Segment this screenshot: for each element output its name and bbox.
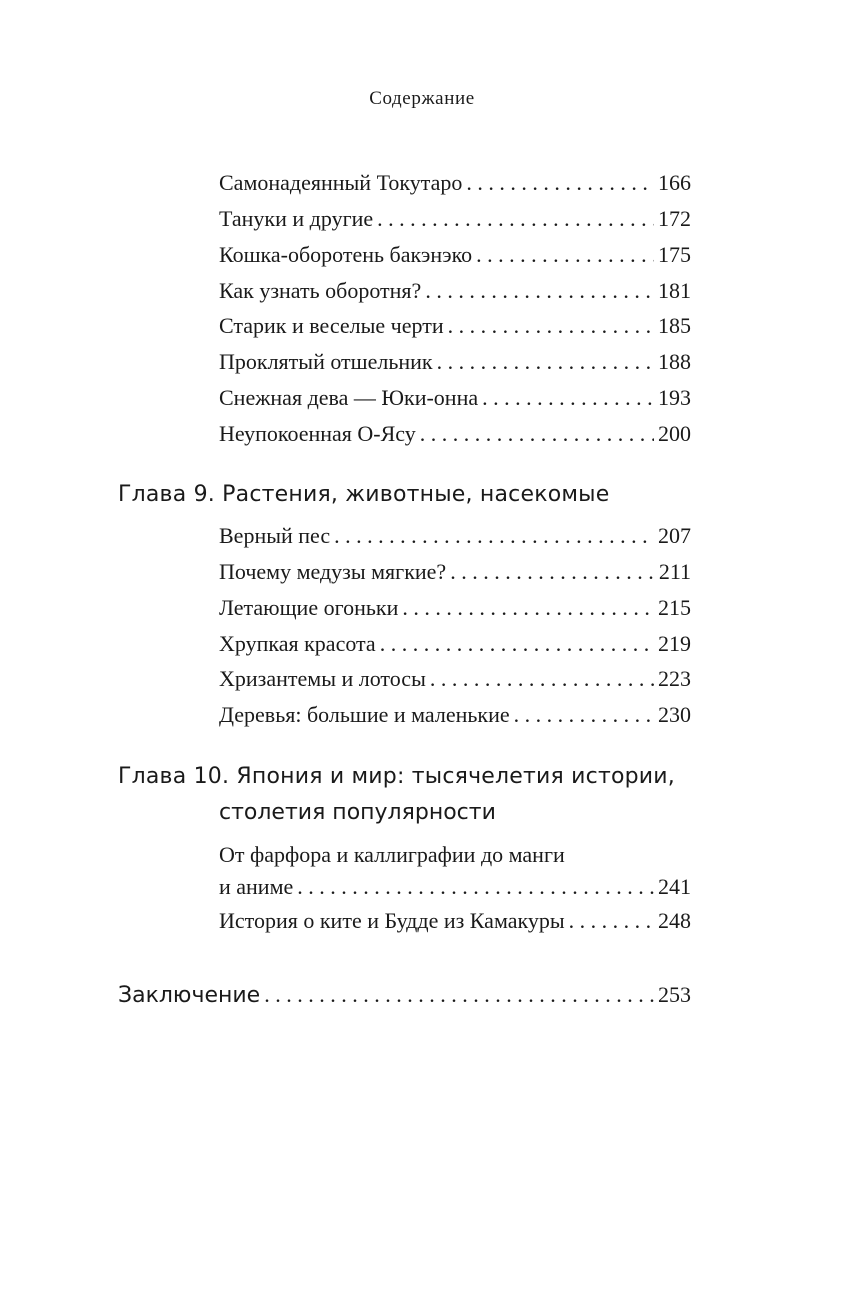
dot-leader [425,276,654,306]
toc-entry[interactable] [219,383,691,413]
toc-entry[interactable] [219,872,691,902]
toc-entry[interactable] [219,521,691,551]
dot-leader [430,664,654,694]
toc-entry-page: 181 [658,278,691,303]
chapter-heading[interactable]: Глава 9. Растения, животные, насекомые [118,482,610,507]
dot-leader [466,168,654,198]
dot-leader [482,383,654,413]
toc-entry[interactable] [219,557,691,587]
toc-entry[interactable] [219,204,691,234]
toc-entry-page: 211 [658,559,691,584]
toc-entry-page: 175 [658,242,691,267]
toc-entry[interactable] [219,906,691,936]
dot-leader [377,204,654,234]
toc-entry-title: Проклятый отшельник [219,349,433,374]
toc-entry[interactable] [219,700,691,730]
dot-leader [569,906,654,936]
toc-entry[interactable] [219,276,691,306]
toc-entry-title: Верный пес [219,523,331,548]
toc-entry-page: 223 [658,666,691,691]
dot-leader [402,593,654,623]
dot-leader [334,521,654,551]
toc-entry-page: 215 [658,595,691,620]
toc-entry-page: 207 [658,523,691,548]
dot-leader [297,872,654,902]
toc-entry[interactable] [219,240,691,270]
toc-entry-page: 253 [658,982,691,1007]
toc-entry-title: Самонадеянный Токутаро [219,170,463,195]
toc-entry-title: Хризантемы и лотосы [219,666,426,691]
toc-entry-title: Старик и веселые черти [219,313,444,338]
dot-leader [264,980,654,1010]
toc-entry-title: Заключение [118,983,261,1008]
toc-entry[interactable] [219,419,691,449]
dot-leader [448,311,654,341]
toc-entry-title: Почему медузы мягкие? [219,559,447,584]
toc-entry-page: 193 [658,385,691,410]
toc-entry-title: Снежная дева — Юки-онна [219,385,479,410]
toc-entry-title: История о ките и Будде из Камакуры [219,908,565,933]
toc-entry[interactable] [219,168,691,198]
toc-entry-page: 248 [658,908,691,933]
toc-entry-title: Летающие огоньки [219,595,399,620]
toc-entry-title: Кошка-оборотень бакэнэко [219,242,473,267]
chapter-heading-continuation[interactable]: столетия популярности [219,800,496,825]
toc-entry[interactable] [219,593,691,623]
toc-entry-page: 200 [658,421,691,446]
toc-entry-page: 219 [658,631,691,656]
chapter-heading[interactable]: Глава 10. Япония и мир: тысячелетия истории, [118,764,675,789]
toc-entry-title: Деревья: большие и маленькие [219,702,510,727]
dot-leader [437,347,654,377]
toc-entry-page: 230 [658,702,691,727]
toc-entry[interactable] [219,347,691,377]
running-head: Содержание [369,88,475,109]
dot-leader [514,700,654,730]
dot-leader [380,629,654,659]
toc-entry-title: Хрупкая красота [219,631,376,656]
dot-leader [420,419,654,449]
toc-entry-page: 241 [658,874,691,899]
toc-entry[interactable] [219,311,691,341]
toc-entry[interactable] [219,664,691,694]
toc-entry-title: Неупокоенная О-Ясу [219,421,416,446]
toc-entry-page: 166 [658,170,691,195]
dot-leader [450,557,655,587]
toc-entry-title: и аниме [219,874,294,899]
toc-entry-page: 172 [658,206,691,231]
toc-entry[interactable] [219,629,691,659]
toc-entry-title-line1[interactable]: От фарфора и каллиграфии до манги [219,842,565,867]
toc-entry-page: 185 [658,313,691,338]
toc-entry-title: Тануки и другие [219,206,374,231]
dot-leader [476,240,654,270]
toc-entry-title: Как узнать оборотня? [219,278,422,303]
toc-entry-conclusion[interactable] [118,980,691,1011]
toc-entry-page: 188 [658,349,691,374]
